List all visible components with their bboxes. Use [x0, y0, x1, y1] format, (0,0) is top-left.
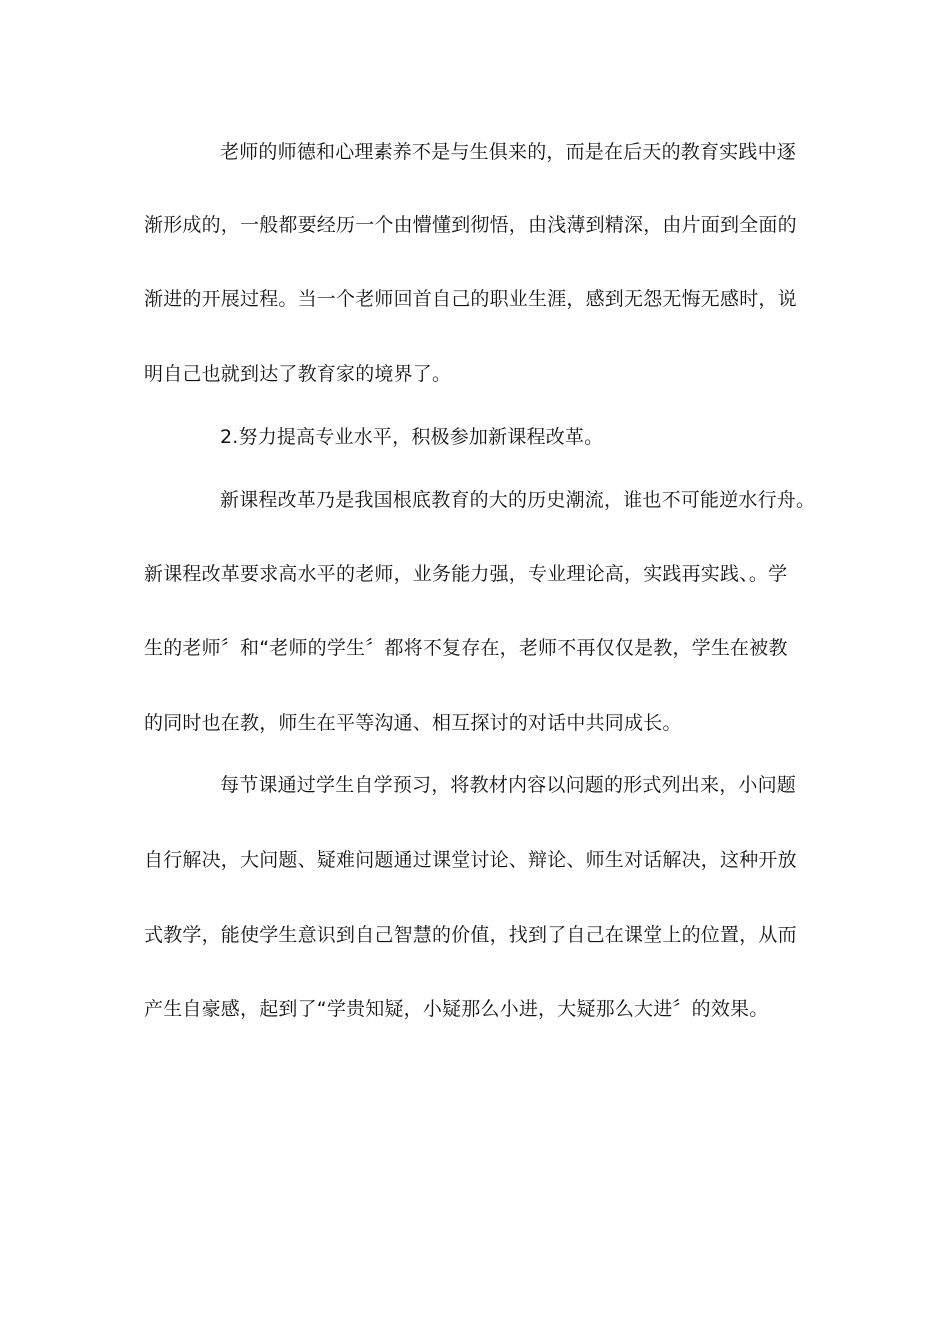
paragraph-1-line-3: 渐进的开展过程。当一个老师回首自己的职业生涯，感到无怨无悔无感时，说: [144, 288, 797, 310]
paragraph-3-line-3: 式教学，能使学生意识到自己智慧的价值，找到了自己在课堂上的位置，从而: [144, 924, 797, 946]
paragraph-2-line-2: 新课程改革要求高水平的老师，业务能力强，专业理论高，实践再实践、。学: [144, 563, 788, 585]
paragraph-2-line-3: 生的老师〞和“老师的学生〞都将不复存在，老师不再仅仅是教，学生在被教: [144, 637, 788, 659]
paragraph-1-line-1: 老师的师德和心理素养不是与生俱来的，而是在后天的教育实践中逐: [220, 141, 797, 163]
paragraph-3-line-1: 每节课通过学生自学预习，将教材内容以问题的形式列出来，小问题: [220, 774, 797, 796]
paragraph-3-line-4: 产生自豪感，起到了“学贵知疑，小疑那么小进，大疑那么大进〞的效果。: [144, 998, 769, 1020]
paragraph-2-line-4: 的同时也在教，师生在平等沟通、相互探讨的对话中共同成长。: [144, 712, 682, 734]
section-heading: 2.努力提高专业水平，积极参加新课程改革。: [220, 426, 604, 448]
paragraph-1-line-2: 渐形成的，一般都要经历一个由懵懂到彻悟，由浅薄到精深，由片面到全面的: [144, 214, 797, 236]
paragraph-2-line-1: 新课程改革乃是我国根底教育的大的历史潮流，谁也不可能逆水行舟。: [220, 489, 816, 511]
paragraph-3-line-2: 自行解决，大问题、疑难问题通过课堂讨论、辩论、师生对话解决，这种开放: [144, 849, 797, 871]
paragraph-1-line-4: 明自己也就到达了教育家的境界了。: [144, 363, 452, 385]
